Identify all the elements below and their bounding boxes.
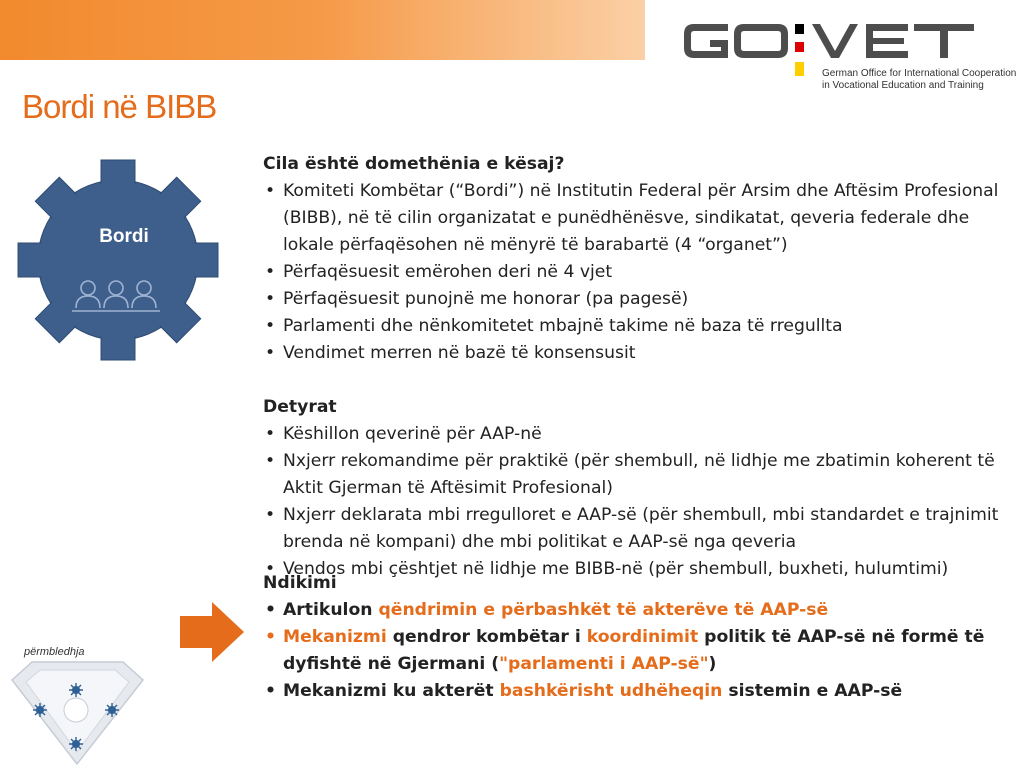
gear-label: Bordi [99,226,149,247]
gear-icon [16,158,221,363]
summary-label[interactable]: përmbledhja [24,646,85,658]
page-title: Bordi në BIBB [22,88,217,125]
list-item: • Vendimet merren në bazë të konsensusit [263,340,1003,367]
meaning-list [263,178,1003,367]
list-item: • Artikulon qëndrimin e përbashkët të akterëve të AAP-së [263,597,1003,624]
list-item: • Përfaqësuesit punojnë me honorar (pa pagesë) [263,286,1003,313]
list-item: • Këshillon qeverinë për AAP-në [263,421,1003,448]
list-item: • Komiteti Kombëtar (“Bordi”) në Institutin Federal për Arsim dhe Aftësim Profesional (BIBB), në të cilin organizatat e punëdhënësve, sindikatat, qeveria federale dhe lokale përfaqësohen në mënyrë të barabartë (4 “organet”) [263,178,1003,259]
list-item: • Mekanizmi ku akterët bashkërisht udhëheqin sistemin e AAP-së [263,678,1003,705]
list-item: • Nxjerr rekomandime për praktikë (për shembull, në lidhje me zbatimin koherent të Aktit Gjerman të Aftësimit Profesional) [263,448,1003,502]
list-item: • Nxjerr deklarata mbi rregulloret e AAP-së (për shembull, mbi standardet e trajnimit brenda në kompani) dhe mbi politikat e AAP-së nga qeveria [263,502,1003,556]
list-item: • Parlamenti dhe nënkomitetet mbajnë takime në baza të rregullta [263,313,1003,340]
logo-subtitle [822,68,1022,92]
meaning-title: Cila është domethënia e kësaj? [263,154,565,174]
tasks-list [263,421,1003,583]
logo-subtitle-line1: German Office for International Cooperation [822,68,1017,79]
list-item: • Vendos mbi çështjet në lidhje me BIBB-në (për shembull, buxheti, hulumtimi) [263,556,1003,583]
main-content [263,151,1003,705]
header-orange-bar [0,0,645,60]
tasks-title: Detyrat [263,397,337,417]
list-item: • Mekanizmi qendror kombëtar i koordinimit politik të AAP-së në formë të dyfishtë në Gjermani ("parlamenti i AAP-së") [263,624,1003,678]
impact-title: Ndikimi [263,573,337,593]
impact-list [263,597,1003,705]
logo-subtitle-line2: in Vocational Education and Training [822,80,984,91]
arrow-right-icon [178,600,246,664]
list-item: • Përfaqësuesit emërohen deri në 4 vjet [263,259,1003,286]
summary-diagram-icon[interactable] [10,660,145,765]
